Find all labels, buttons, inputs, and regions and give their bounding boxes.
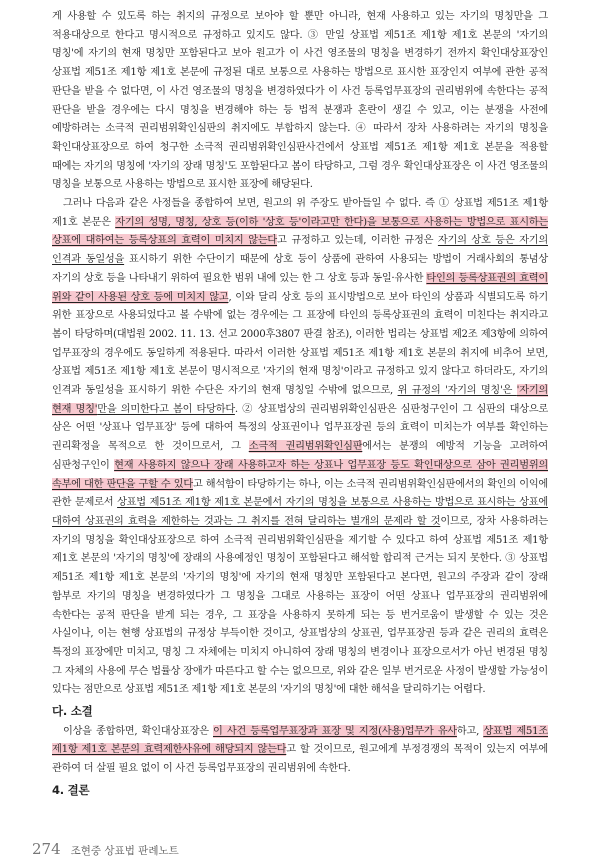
underlined-text: 상표법 제51조 제1항 제1호 본문에서 자기의 명칭을 보통으로 사용하는 방법으로 표시하는 상표에 대하여 상표권의 효력을 제한하는 것과는 그 취지를 전혀 달리하는 별개의 문제라 할 것 (52, 497, 548, 527)
text-run: 에서는 분쟁의 예방적 기능을 고려하여 심판청구인이 (52, 441, 548, 471)
underlined-text: 만을 의미한다고 봄이 타당하다 (97, 403, 235, 415)
paragraph-2 (52, 195, 548, 700)
paragraph-1: 게 사용할 수 있도록 하는 취지의 규정으로 보아야 할 뿐만 아니라, 현재 사용하고 있는 자기의 명칭만을 그 적용대상으로 한다고 명시적으로 규정하고 있지도 않다. ③ 만일 상표법 제51조 제1항 제1호 본문의 '자기의 명칭'에 자기의 현재 명칭만 포함된다고 보아 원고가 이 사건 영조물의 명칭을 변경하기 전까지 확인대상표장인 상표법 제51조 제1항 제1호 본문에 규정된 대로 보통으로 사용하는 방법으로 표시한 표장인지 여부에 관한 공적 판단을 받을 수 없다면, 이 사건 영조물의 명칭을 변경하였다가 이 사건 등록업무표장의 권리범위에 속한다는 공적 판단을 받을 경우에는 다시 명칭을 변경해야 하는 등 법적 분쟁과 혼란이 생길 수 있고, 이는 분쟁을 사전에 예방하려는 소극적 권리범위확인심판의 취지에도 부합하지 않는다. ④ 따라서 장차 사용하려는 자기의 명칭을 확인대상표장으로 하여 청구한 소극적 권리범위확인심판사건에서 상표법 제51조 제1항 제1호 본문을 적용할 때에는 자기의 명칭에 '자기의 장래 명칭'도 포함된다고 봄이 타당하고, 그럼 경우 확인대상표장은 이 사건 영조물의 명칭을 보통으로 사용하는 방법으로 표시한 표장에 해당된다. (52, 11, 548, 191)
section-heading-conclusion: 4. 결론 (52, 782, 90, 797)
highlighted-text: 타인의 등록상표권의 효력이 위와 같이 사용된 상호 등에 미치지 않고 (52, 272, 548, 303)
text-run: . ② 상표법상의 권리범위확인심판은 심판청구인이 그 심판의 대상으로 삼은 어떤 '상표나 업무표장' 등에 대하여 특정의 상표권이나 업무표장권 등의 효력이 미치는가 여부를 확인하는 권리확정을 목적으로 한 것이므로서, 그 (52, 403, 548, 453)
text-run: 하고, (456, 725, 484, 737)
text-run: 이므로, 장차 사용하려는 자기의 명칭을 확인대상표장으로 하여 소극적 권리범위확인심판을 제기할 수 있다고 하여 상표법 제51조 제1항 제1호 본문의 '자기의 명칭'에 장래의 사용예정인 명칭이 포함된다고 해석할 합리적 근거는 되지 못한다. ③ 상표법 제51조 제1항 제1호 본문의 '자기의 명칭'에 자기의 현재 명칭만 포함된다고 본다면, 원고의 주장과 같이 장래 함부로 자기의 명칭을 변경하였다가 그 명칭을 그대로 사용하는 표장이 어떤 상표나 업무표장의 권리범위에 속한다는 공적 판단을 받게 되는 경우, 그 표장을 사용하지 못하게 되는 등 번거로움이 발생할 수 있는 것은 사실이나, 이는 현행 상표법의 규정상 부득이한 것이고, 상표법상의 상표권, 업무표장권 등과 같은 권리의 효력은 특정의 표장에만 미치고, 명칭 그 자체에는 미치지 아니하여 장래 명칭의 변경이나 표장으로서가 아닌 변경된 명칭 그 자체의 사용에 무슨 법률상 장애가 따른다고 할 수는 없으므로, 위와 같은 일부 번거로운 사정이 발생할 가능성이 있다는 점만으로 상표법 제51조 제1항 제1호 본문의 '자기의 명칭'에 대한 해석을 달리하기는 어렵다. (52, 515, 548, 696)
highlighted-text: 자기의 성명, 명칭, 상호 등(이하 '상호 등'이라고만 한다)을 보통으로 사용하는 방법으로 표시하는 상표에 대하여는 등록상표의 효력이 미치지 않는다 (52, 216, 549, 247)
text-run: 고 규정하고 있는데, 이러한 규정은 (277, 235, 438, 247)
highlighted-text: '자기의 현재 명칭' (52, 385, 548, 415)
highlighted-text: 현재 사용하지 않으나 장래 사용하고자 하는 상표나 업무표장 등도 확인대상으로 삼아 권리범위의 속부에 대한 판단을 구할 수 있다 (52, 459, 548, 490)
body-text (52, 8, 548, 802)
underlined-text: 위 규정의 '자기의 명칭'은 (397, 385, 517, 397)
text-run: 이상을 종합하면, 확인대상표장은 (63, 725, 213, 737)
text-run: , 이와 달리 상호 등의 표시방법으로 보아 타인의 상품과 식별되도록 하기 위한 표장으로 사용되었다고 볼 수밖에 없는 경우에는 그 표장에 타인의 등록상표권의 효력이 미친다는 취지라고 봄이 타당하며(대법원 2002. 11. 13. 선고 2000후3807 판결 참조), 이러한 법리는 상표법 제2조 제3항에 의하여 업무표장의 경우에도 동일하게 적용된다. 따라서 이러한 상표법 제51조 제1항 제1호 본문의 취지에 비추어 보면, 상표법 제51조 제1항 제1호 본문이 명시적으로 '자기의 현재 명칭'이라고 규정하고 있지 않다고 하더라도, 자기의 인격과 동일성을 표시하기 위한 수단은 자기의 현재 명칭일 수밖에 없으므로, (52, 291, 548, 397)
text-run: 표시하기 위한 수단이기 때문에 상호 등이 상품에 관하여 사용되는 방법이 거래사회의 통념상 자기의 상호 등을 나타내기 위하여 필요한 범위 내에 있는 한 그 상호 등과 동일·유사한 (52, 254, 548, 284)
running-title: 조현중 상표법 판례노트 (70, 845, 179, 857)
text-run: 고 할 것이므로, 원고에게 부정경쟁의 목적이 있는지 여부에 관하여 더 살필 필요 없이 이 사건 등록업무표장의 권리범위에 속한다. (52, 744, 548, 775)
page-footer (32, 840, 179, 860)
section-heading-conclusion-sub: 다. 소결 (52, 704, 93, 719)
page-number: 274 (32, 840, 61, 858)
paragraph-3 (52, 723, 548, 779)
highlighted-text: 소극적 권리범위확인심판 (248, 441, 363, 453)
text-run: 고 해석함이 타당하기는 하나, 이는 소극적 권리범위확인심판에서의 확인의 이익에 관한 문제로서 (52, 478, 549, 509)
underlined-text: 자기의 상호 등은 자기의 인격과 동일성을 (52, 235, 548, 266)
highlighted-text: 상표법 제51조 제1항 제1호 본문의 효력제한사유에 해당되지 않는다 (52, 725, 548, 756)
text-run: 그러나 다음과 같은 사정들을 종합하여 보면, 원고의 위 주장도 받아들일 수 없다. 즉 ① 상표법 제51조 제1항 제1호 본문은 (52, 198, 548, 228)
highlighted-text: 이 사건 등록업무표장과 표장 및 지정(사용)업무가 유사 (213, 725, 457, 737)
